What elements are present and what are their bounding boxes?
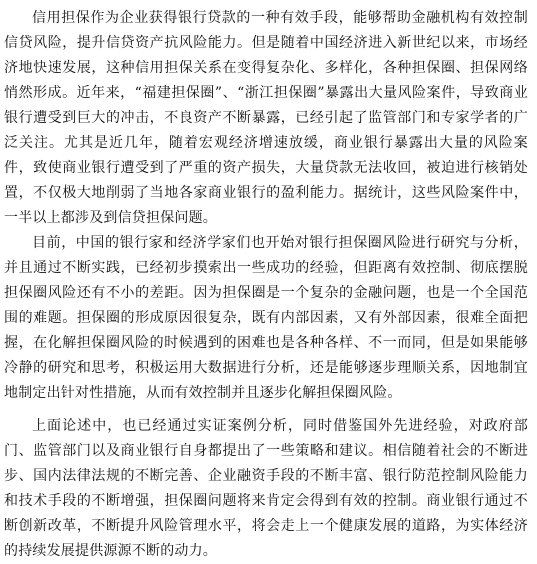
paragraph-1: 信用担保作为企业获得银行贷款的一种有效手段，能够帮助金融机构有效控制信贷风险，提升信贷资产抗风险能力。但是随着中国经济进入新世纪以来，市场经济地快速发展，这种信用担保关系在变得复杂化、多样化，各种担保圈、担保网络悄然形成。近年来，“福建担保圈”、“浙江担保圈”暴露出大量风险案件，导致商业银行遭受到巨大的冲击，不良资产不断暴露，已经引起了监管部门和专家学者的广泛关注。尤其是近几年，随着宏观经济增速放缓，商业银行暴露出大量的风险案件，致使商业银行遭受到了严重的资产损失，大量贷款无法收回，被迫进行核销处置，不仅极大地削弱了当地各家商业银行的盈利能力。据统计，这些风险案件中，一半以上都涉及到信贷担保问题。 <box>4 10 528 226</box>
paragraph-3: 上面论述中，也已经通过实证案例分析，同时借鉴国外先进经验，对政府部门、监管部门以及商业银行自身都提出了一些策略和建议。相信随着社会的不断进步、国内法律法规的不断完善、企业融资手段的不断丰富、银行防范控制风险能力和技术手段的不断增强，担保圈问题将来肯定会得到有效的控制。商业银行通过不断创新改革，不断提升风险管理水平，将会走上一个健康发展的道路，为实体经济的持续发展提供源源不断的动力。 <box>4 418 528 559</box>
paragraph-2: 目前，中国的银行家和经济学家们也开始对银行担保圈风险进行研究与分析，并且通过不断实践，已经初步摸索出一些成功的经验，但距离有效控制、彻底摆脱担保圈风险还有不小的差距。因为担保圈是一个复杂的金融问题，也是一个全国范围的难题。担保圈的形成原因很复杂，既有内部因素，又有外部因素，很难全面把握，在化解担保圈风险的时候遇到的困难也是各种各样、不一而同，但是如果能够冷静的研究和思考，积极运用大数据进行分析，还是能够逐步理顺关系，因地制宜地制定出针对性措施，从而有效控制并且逐步化解担保圈风险。 <box>4 235 528 401</box>
document-body <box>4 6 528 564</box>
